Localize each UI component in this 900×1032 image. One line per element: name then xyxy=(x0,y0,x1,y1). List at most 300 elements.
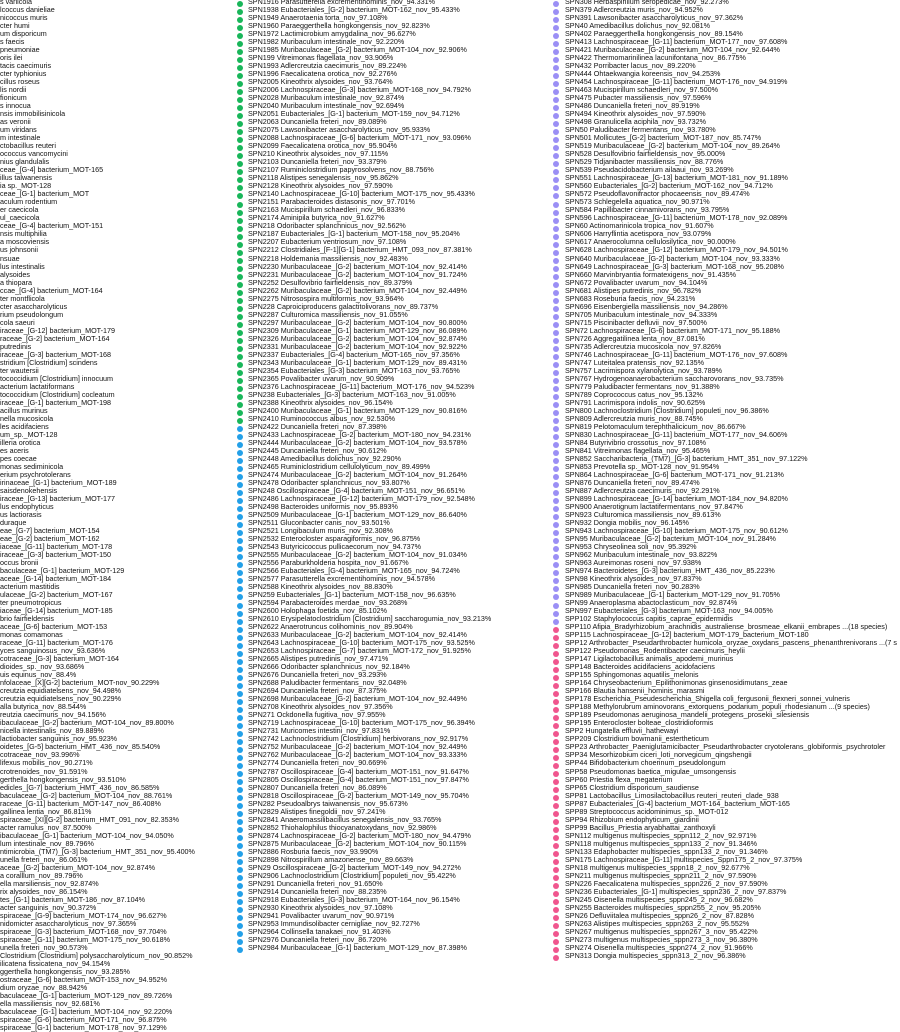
color-marker-dot xyxy=(553,747,559,753)
color-marker-dot xyxy=(553,723,559,729)
color-marker-dot xyxy=(553,474,559,480)
legend-entry-label: SPN2874 Lachnospiraceae_[G-2] bacterium_MOT-180_nov_94.479% xyxy=(248,830,471,840)
color-marker-dot xyxy=(553,33,559,39)
color-marker-dot xyxy=(237,378,243,384)
color-marker-dot xyxy=(553,25,559,31)
color-marker-dot xyxy=(553,923,559,929)
legend-entry-label: SPN2063 Duncaniella freteri_nov_89.089% xyxy=(248,117,387,127)
legend-entry-label: SPN672 Povalibacter uvarum_nov_94.104% xyxy=(565,277,708,287)
color-marker-dot xyxy=(237,226,243,232)
color-marker-dot xyxy=(553,899,559,905)
color-marker-dot xyxy=(553,274,559,280)
legend-entry-label: SPN2742 Lachnoclostridium [Clostridium] herbivorans_nov_92.917% xyxy=(248,734,469,744)
legend-entry-label: erium psychrotolerans xyxy=(0,469,71,479)
legend-entry-label: SPN2445 Duncaniella freteri_nov_90.612% xyxy=(248,445,387,455)
legend-entry-label: SPP115 Lachnospiraceae_[G-12] bacterium_MOT-179_bacterium_MOT-180 xyxy=(565,630,809,640)
legend-entry-label: SPN1916 Parasutterella excrementihominis_nov_94.331% xyxy=(248,0,435,6)
legend-entry-label: SPN2174 Aminipila butyrica_nov_91.627% xyxy=(248,213,385,223)
color-marker-dot xyxy=(237,426,243,432)
legend-entry-label: ul_caecicola xyxy=(0,213,40,223)
color-marker-dot xyxy=(553,603,559,609)
legend-entry-label: baculaceae_[G-1] bacterium_MOT-129_nov_89.726% xyxy=(0,990,173,1000)
legend-entry-label: SPN876 Duncaniella freteri_nov_89.474% xyxy=(565,477,700,487)
color-marker-dot xyxy=(237,627,243,633)
color-marker-dot xyxy=(237,490,243,496)
legend-entry-label: SPN2511 Gluconbacter canis_nov_93.501% xyxy=(248,518,390,528)
color-marker-dot xyxy=(237,49,243,55)
color-marker-dot xyxy=(553,466,559,472)
legend-entry-label: baculaceae_[G-1] bacterium_MOT-104_nov_92.220% xyxy=(0,1006,173,1016)
legend-entry-label: SPN747 Luteitalea pratensis_nov_92.135% xyxy=(565,357,705,367)
legend-entry-label: spiraceae_[G-11] bacterium_MOT-175_nov_90.618% xyxy=(0,934,171,944)
legend-entry-label: SPN2287 Culturomica massiliensis_nov_91.055% xyxy=(248,309,408,319)
legend-entry-label: SPN2698 Muribaculaceae_[G-2] bacterium_MOT-104_nov_92.449% xyxy=(248,694,467,704)
color-marker-dot xyxy=(553,779,559,785)
legend-entry-label: SPN696 Eisenbergiella massiliensis_nov_94.286% xyxy=(565,301,728,311)
color-marker-dot xyxy=(237,161,243,167)
legend-entry-label: SPN18 multigenus multispecies_sppn18_2_nov_92.677% xyxy=(565,862,750,872)
legend-entry-label: SPN291 Duncaniella freteri_nov_91.650% xyxy=(248,878,383,888)
legend-entry-label: lum intestinale_nov_89.796% xyxy=(0,838,94,848)
legend-entry-label: SPN2643 Lachnospiraceae_[G-10] bacterium_MOT-175_nov_93.525% xyxy=(248,638,475,648)
legend-entry-label: SPN379 Adlercreutzia muris_nov_94.952% xyxy=(565,5,703,15)
legend-entry-label: SPN2187 Eubacteriales_[G-1] bacterium_MOT-158_nov_95.204% xyxy=(248,229,460,239)
legend-entry-label: SPN830 Lachnospiraceae_[G-11] bacterium_MOT-177_nov_94.606% xyxy=(565,429,788,439)
right-label-list xyxy=(565,0,900,960)
left-label-column xyxy=(0,0,236,1032)
legend-entry-label: SPP110 Afipia_Bradyrhizobium_arachnidis_australiense_brosmeae_elkanii_embrapes ...(18 species) xyxy=(565,622,888,632)
legend-entry-label: SPN715 Piscinibacter defluvii_nov_97.500% xyxy=(565,317,707,327)
legend-entry-label: SPN2577 Parasutterella excrementihominis_nov_94.578% xyxy=(248,574,435,584)
legend-entry-label: SPN584 Papillibacter cinnamivorans_nov_93.795% xyxy=(565,205,730,215)
legend-entry-label: SPN2918 Eubacteriales_[G-3] bacterium_MOT-164_nov_96.154% xyxy=(248,894,460,904)
color-marker-dot xyxy=(553,570,559,576)
legend-entry-label: spiraceae_[G-3] bacterium_MOT-168_nov_97.704% xyxy=(0,926,167,936)
legend-entry-label: SPN2498 Bacteroides uniformis_nov_95.893% xyxy=(248,501,398,511)
legend-entry-label: nsis immobilisinicola xyxy=(0,109,66,119)
legend-entry-label: ccae_[G-4] bacterium_MOT-164 xyxy=(0,285,103,295)
legend-entry-label: SPN2275 Nitrosospira multiformis_nov_93.964% xyxy=(248,293,404,303)
color-marker-dot xyxy=(553,707,559,713)
legend-entry-label: SPN2343 Muribaculaceae_[G-1] bacterium_MOT-129_nov_89.431% xyxy=(248,357,467,367)
color-marker-dot xyxy=(553,177,559,183)
legend-entry-label: a thiopara xyxy=(0,277,32,287)
legend-entry-label: SPP81 Lactobacillus_Limosilactobacillus reuteri_reuteri_clade_938 xyxy=(565,790,779,800)
legend-entry-label: SPN1993 Adlercreutzia caecimuris_nov_89.224% xyxy=(248,61,407,71)
middle-label-list xyxy=(248,0,548,952)
legend-entry-label: SPN40 Amedibacillus dolichus_nov_92.081% xyxy=(565,21,711,31)
color-marker-dot xyxy=(237,33,243,39)
color-marker-dot xyxy=(553,907,559,913)
legend-entry-label: SPN2006 Lachnospiraceae_[G-3] bacterium_MOT-168_nov_94.792% xyxy=(248,85,471,95)
legend-entry-label: SPN985 Duncaniella freteri_nov_90.283% xyxy=(565,582,700,592)
color-marker-dot xyxy=(237,137,243,143)
legend-entry-label: SPN2594 Parabacteroides merdae_nov_93.268% xyxy=(248,598,408,608)
legend-entry-label: SPN211 multigenus multispecies_sppn211_2_nov_97.590% xyxy=(565,870,757,880)
legend-entry-label: SPN864 Lachnospiraceae_[G-6] bacterium_MOT-171_nov_91.213% xyxy=(565,469,784,479)
legend-entry-label: iaceae_[G-11] bacterium_MOT-178 xyxy=(0,542,113,552)
legend-entry-label: SPN2474 Muribaculaceae_[G-2] bacterium_MOT-104_nov_91.264% xyxy=(248,469,467,479)
color-marker-dot xyxy=(553,49,559,55)
color-marker-dot xyxy=(553,667,559,673)
color-marker-dot xyxy=(237,250,243,256)
legend-entry-label: SPP164 Chryseobacterium_Epilithonimonas ginsenosidimutans_zeae xyxy=(565,678,788,688)
color-marker-dot xyxy=(237,594,243,600)
legend-entry-label: spiraceae_[G-9] bacterium_MOT-174_nov_96.627% xyxy=(0,910,167,920)
legend-entry-label: nsuae xyxy=(0,253,20,263)
legend-entry-label: SPN767 Hydrogenoanaerobacterium saccharovorans_nov_93.735% xyxy=(565,373,784,383)
legend-entry-label: SPN2433 Lachnospiraceae_[G-2] bacterium_MOT-180_nov_94.231% xyxy=(248,429,471,439)
color-marker-dot xyxy=(237,234,243,240)
color-marker-dot xyxy=(553,258,559,264)
color-marker-dot xyxy=(553,226,559,232)
color-marker-dot xyxy=(237,819,243,825)
legend-entry-label: SPN573 Schlegelella aquatica_nov_90.971% xyxy=(565,197,710,207)
color-marker-dot xyxy=(237,474,243,480)
legend-entry-label: us johnsonii xyxy=(0,245,38,255)
color-marker-dot xyxy=(553,73,559,79)
legend-entry-label: SPN2331 Muribaculaceae_[G-2] bacterium_MOT-104_nov_92.922% xyxy=(248,341,467,351)
legend-entry-label: SPN2465 Ruminiclostridium cellulolyticum_nov_89.499% xyxy=(248,461,431,471)
color-marker-dot xyxy=(237,177,243,183)
legend-entry-label: SPN2752 Muribaculaceae_[G-2] bacterium_MOT-104_nov_92.449% xyxy=(248,742,467,752)
legend-entry-label: ter montflicola xyxy=(0,293,45,303)
color-marker-dot xyxy=(553,514,559,520)
color-marker-dot xyxy=(553,17,559,23)
color-marker-dot xyxy=(553,65,559,71)
legend-entry-label: ntimicrobia_(TM7)_[G-3] bacterium_HMT_351_nov_95.400% xyxy=(0,846,195,856)
legend-entry-label: SPN72 Lachnospiraceae_[G-6] bacterium_MOT-171_nov_95.188% xyxy=(565,325,780,335)
legend-entry-label: SPN99 Anaeroplasma abactoclasticum_nov_92.874% xyxy=(565,598,738,608)
legend-entry-label: aceae_[G-2] bacterium_MOT-104_nov_92.874% xyxy=(0,862,156,872)
legend-entry-label: SPN2354 Eubacteriales_[G-3] bacterium_MOT-163_nov_93.765% xyxy=(248,365,460,375)
legend-entry-label: raceae_[G-2] bacterium_MOT-164 xyxy=(0,333,110,343)
color-marker-dot xyxy=(553,121,559,127)
color-marker-dot xyxy=(237,707,243,713)
color-marker-dot xyxy=(237,330,243,336)
legend-entry-label: SPN2708 Kineothrix alysoides_nov_97.356% xyxy=(248,702,393,712)
color-marker-dot xyxy=(237,210,243,216)
legend-entry-label: tococcidium [Clostridium] innocuum xyxy=(0,373,114,383)
legend-entry-label: ibaculaceae_[G-2] bacterium_MOT-104_nov_89.800% xyxy=(0,718,174,728)
color-marker-dot xyxy=(553,835,559,841)
color-marker-dot xyxy=(237,9,243,15)
legend-entry-label: SPN2103 Duncaniella freteri_nov_93.379% xyxy=(248,157,387,167)
legend-entry-label: SPN2852 Thiohalophilus thiocyanatoxydans_nov_92.986% xyxy=(248,822,437,832)
legend-entry-label: SPP23 Arthrobacter_Paeniglutamicibacter_Pseudarthrobacter cryotolerans_globiformis_psychrotoler xyxy=(565,742,886,752)
color-marker-dot xyxy=(553,627,559,633)
legend-entry-label: SPN274 Oisenella multispecies_sppn274_2_nov_91.966% xyxy=(565,942,753,952)
color-marker-dot xyxy=(237,314,243,320)
legend-entry-label: SPN2309 Muribaculaceae_[G-1] bacterium_MOT-129_nov_86.089% xyxy=(248,325,467,335)
color-marker-dot xyxy=(553,105,559,111)
legend-entry-label: baculaceae_[G-1] bacterium_MOT-129 xyxy=(0,566,125,576)
legend-entry-label: SPN2107 Ruminiclostridium papyrosolvens_nov_88.756% xyxy=(248,165,434,175)
color-marker-dot xyxy=(553,859,559,865)
color-marker-dot xyxy=(553,386,559,392)
color-marker-dot xyxy=(553,137,559,143)
color-marker-dot xyxy=(237,1,243,7)
legend-entry-label: fionicum xyxy=(0,93,27,103)
legend-entry-label: SPN989 Muribaculaceae_[G-1] bacterium_MOT-129_nov_91.705% xyxy=(565,590,780,600)
legend-entry-label: SPN98 Kineothrix alysoides_nov_97.837% xyxy=(565,574,702,584)
color-marker-dot xyxy=(553,771,559,777)
color-marker-dot xyxy=(237,739,243,745)
legend-entry-label: SPN791 Lacrimispora indolis_nov_90.625% xyxy=(565,397,706,407)
legend-entry-label: duraque xyxy=(0,518,27,528)
legend-entry-label: SPN95 Muribaculaceae_[G-2] bacterium_MOT-104_nov_91.284% xyxy=(565,534,776,544)
color-marker-dot xyxy=(553,298,559,304)
color-marker-dot xyxy=(553,883,559,889)
legend-entry-label: acillus murinus xyxy=(0,405,48,415)
legend-entry-label: SPN997 Eubacteriales_[G-3] bacterium_MOT-163_nov_94.005% xyxy=(565,606,773,616)
legend-entry-label: m intestinale xyxy=(0,133,41,143)
legend-entry-label: SPN2886 Rosburia faecis_nov_93.990% xyxy=(248,846,379,856)
color-marker-dot xyxy=(237,667,243,673)
legend-entry-label: SPN175 Lachnospiraceae_[G-11] multispecies_Sppn175_2_nov_97.375% xyxy=(565,854,803,864)
legend-entry-label: SPP122 Pseudomonas_Rodentibacter caecimuris_heylii xyxy=(565,646,745,656)
legend-entry-label: us lactiorasis xyxy=(0,510,42,519)
color-marker-dot xyxy=(237,514,243,520)
color-marker-dot xyxy=(237,891,243,897)
legend-entry-label: SPP94 Rhizobium endophyticum_giardinii xyxy=(565,814,699,824)
color-marker-dot xyxy=(553,915,559,921)
color-marker-dot xyxy=(237,546,243,552)
color-marker-dot xyxy=(237,25,243,31)
legend-entry-label: irinaceae_[G-1] bacterium_MOT-189 xyxy=(0,477,117,487)
legend-entry-label: SPN2388 Kineothrix alysoides_nov_96.154% xyxy=(248,397,393,407)
legend-entry-label: raceae_[G-11] bacterium_MOT-176 xyxy=(0,638,113,648)
color-marker-dot xyxy=(237,402,243,408)
legend-entry-label: SPN1949 Anaerotaenia torta_nov_97.108% xyxy=(248,13,388,23)
legend-entry-label: SPN1938 Eubacteriales_[G-2] bacterium_MOT-162_nov_95.433% xyxy=(248,5,460,15)
legend-entry-label: SPP89 Streptococcus acidominimus_sp._MOT-012 xyxy=(565,806,729,816)
legend-entry-label: SPN29 Oscillospiraceae_[G-2] bacterium_MOT-149_nov_94.272% xyxy=(248,862,461,872)
legend-entry-label: gerthella hongkongensis_nov_93.510% xyxy=(0,774,126,784)
legend-entry-label: SPN238 Eubacteriales_[G-3] bacterium_MOT-163_nov_91.005% xyxy=(248,389,456,399)
legend-entry-label: um disporicum xyxy=(0,29,47,39)
color-marker-dot xyxy=(553,715,559,721)
legend-entry-label: SPP209 Clostridium bowmanii_estertheticum xyxy=(565,734,709,744)
legend-entry-label: aculum rodentium xyxy=(0,197,58,207)
legend-entry-label: SPN819 Pelotomaculum terephthalicicum_nov_86.667% xyxy=(565,421,746,431)
legend-entry-label: SPN551 Lachnospiraceae_[G-13] bacterium_MOT-181_nov_91.189% xyxy=(565,173,788,183)
legend-entry-label: es aceris xyxy=(0,445,29,455)
color-marker-dot xyxy=(237,105,243,111)
color-marker-dot xyxy=(237,635,243,641)
legend-entry-label: oris ilei xyxy=(0,53,23,63)
legend-entry-label: SPN2376 Lachnospiraceae_[G-11] bacterium_MOT-176_nov_94.523% xyxy=(248,381,475,391)
legend-entry-label: SPP2 Hungatella effluvii_hathewayi xyxy=(565,726,679,736)
color-marker-dot xyxy=(237,145,243,151)
legend-entry-label: brio fairfieldensis xyxy=(0,614,54,624)
legend-entry-label: lifexus mobilis_nov_90.271% xyxy=(0,758,93,768)
legend-entry-label: SPN2509 Muribaculaceae_[G-1] bacterium_MOT-129_nov_86.640% xyxy=(248,510,467,519)
color-marker-dot xyxy=(553,153,559,159)
legend-entry-label: SPN2478 Odoribacter splanchnicus_nov_93.807% xyxy=(248,477,410,487)
color-marker-dot xyxy=(237,843,243,849)
legend-entry-label: SPN2898 Nitrospirillum amazonense_nov_89.663% xyxy=(248,854,414,864)
legend-entry-label: SPN50 Paludibacter fermentans_nov_93.780% xyxy=(565,125,716,135)
color-marker-dot xyxy=(553,169,559,175)
legend-entry-label: eae_[G-7] bacterium_MOT-154 xyxy=(0,526,100,536)
legend-entry-label: SPN852 Saccharibacteria_(TM7)_[G-3] bacterium_HMT_351_nov_97.122% xyxy=(565,453,808,463)
legend-entry-label: SPN2555 Muribaculaceae_[G-2] bacterium_MOT-104_nov_91.034% xyxy=(248,550,467,560)
legend-entry-label: rium pseudolongum xyxy=(0,309,64,319)
legend-entry-label: SPN1982 Muribaculum intestinale_nov_92.220% xyxy=(248,37,405,47)
legend-entry-label: aceae_[G-6] bacterium_MOT-153 xyxy=(0,622,108,632)
legend-entry-label: cotraceae_[G-3] bacterium_MOT-164 xyxy=(0,654,120,664)
legend-entry-label: cter asaccharolyticus xyxy=(0,301,68,311)
legend-entry-label: SPN2688 Paludibacter fermentans_nov_92.048% xyxy=(248,678,407,688)
color-marker-dot xyxy=(237,923,243,929)
color-marker-dot xyxy=(237,851,243,857)
color-marker-dot xyxy=(237,434,243,440)
legend-entry-label: SPN486 Duncaniella freteri_nov_89.919% xyxy=(565,101,700,111)
legend-entry-label: ia sp._MOT-128 xyxy=(0,181,52,191)
legend-entry-label: SPN963 Aureimonas roseni_nov_97.938% xyxy=(565,558,702,568)
color-marker-dot xyxy=(237,258,243,264)
legend-entry-label: SPN444 Ohtaekwangia koreensis_nov_94.253% xyxy=(565,69,721,79)
legend-entry-label: as veronii xyxy=(0,117,31,127)
legend-entry-label: SPN267 multigenus multispecies_sppn267_3_nov_95.422% xyxy=(565,926,758,936)
legend-entry-label: SPN2400 Muribaculaceae_[G-1] bacterium_MOT-129_nov_90.816% xyxy=(248,405,467,415)
legend-entry-label: SPN391 Lawsonibacter asaccharolyticus_nov_97.362% xyxy=(565,13,744,23)
color-marker-dot xyxy=(553,250,559,256)
color-marker-dot xyxy=(237,755,243,761)
legend-entry-label: ibaculaceae_[G-1] bacterium_MOT-104_nov_94.050% xyxy=(0,830,174,840)
legend-entry-label: SPN2666 Odoribacter splanchnicus_nov_92.184% xyxy=(248,662,410,672)
color-marker-dot xyxy=(237,827,243,833)
legend-entry-label: SPN1972 Lactimicrobium amygdalina_nov_96.627% xyxy=(248,29,416,39)
legend-entry-label: SPN2212 Clostridiales_[F-1][G-1] bacterium_HMT_093_nov_87.381% xyxy=(248,245,472,255)
legend-entry-label: SPN683 Roseburia faecis_nov_94.231% xyxy=(565,293,696,303)
legend-entry-label: SPN746 Lachnospiraceae_[G-11] bacterium_MOT-176_nov_97.608% xyxy=(565,349,788,359)
legend-entry-label: SPN2787 Oscillospiraceae_[G-4] bacterium_MOT-151_nov_91.647% xyxy=(248,766,469,776)
legend-entry-label: creutzia equidiatelsens_nov_90.229% xyxy=(0,694,122,704)
color-marker-dot xyxy=(553,41,559,47)
legend-entry-label: SPN226 Faecalicatena multispecies_sppn226_2_nov_97.590% xyxy=(565,878,768,888)
color-marker-dot xyxy=(553,611,559,617)
legend-entry-label: pneumoniae xyxy=(0,45,40,55)
color-marker-dot xyxy=(553,202,559,208)
legend-entry-label: nicella intestinalis_nov_89.889% xyxy=(0,726,104,736)
legend-entry-label: SPN974 Bacteroidetes_[G-3] bacterium_HMT_436_nov_85.223% xyxy=(565,566,775,576)
legend-entry-label: ococcus vancomycini xyxy=(0,149,68,159)
color-marker-dot xyxy=(237,867,243,873)
color-marker-dot xyxy=(237,907,243,913)
legend-entry-label: SPN210 Kineothrix alysoides_nov_97.115% xyxy=(248,149,389,159)
legend-entry-label: SPP147 Ligilactobacillus animalis_apodemi_murinus xyxy=(565,654,734,664)
color-marker-dot xyxy=(237,338,243,344)
legend-entry-label: SPN2486 Lachnospiraceae_[G-12] bacterium_MOT-179_nov_92.548% xyxy=(248,493,475,503)
legend-entry-label: SPN900 Anaerotignum lactatifermentans_nov_97.847% xyxy=(565,501,743,511)
legend-entry-label: pes coecae xyxy=(0,453,37,463)
color-marker-dot xyxy=(553,739,559,745)
legend-entry-label: SPN1996 Faecalicatena orotica_nov_92.276% xyxy=(248,69,398,79)
legend-entry-label: SPN757 Lacrimispora xylanolytica_nov_93.789% xyxy=(565,365,723,375)
color-marker-dot xyxy=(237,282,243,288)
legend-entry-label: SPN2953 Immundisolibacter cernigliae_nov_92.727% xyxy=(248,918,420,928)
color-marker-dot xyxy=(553,161,559,167)
legend-entry-label: SPN432 Porribacter lacus_nov_89.220% xyxy=(565,61,696,71)
color-marker-dot xyxy=(237,723,243,729)
legend-entry-label: SPN2731 Muricomes intestini_nov_97.831% xyxy=(248,726,391,736)
color-marker-dot xyxy=(553,594,559,600)
legend-entry-label: SPN2676 Duncaniella freteri_nov_93.293% xyxy=(248,670,387,680)
legend-entry-label: acter sanguinis_nov_90.372% xyxy=(0,902,97,912)
legend-entry-label: SPN282 Pseudoalbrys taiwanensis_nov_95.673% xyxy=(248,798,408,808)
color-marker-dot xyxy=(237,121,243,127)
legend-entry-label: iraceae_[G-3] bacterium_MOT-150 xyxy=(0,550,112,560)
color-marker-dot xyxy=(553,803,559,809)
color-marker-dot xyxy=(553,378,559,384)
color-marker-dot xyxy=(553,458,559,464)
color-marker-dot xyxy=(553,490,559,496)
color-marker-dot xyxy=(237,651,243,657)
color-marker-dot xyxy=(553,675,559,681)
color-marker-dot xyxy=(237,354,243,360)
color-marker-dot xyxy=(553,9,559,15)
color-marker-dot xyxy=(553,346,559,352)
color-marker-dot xyxy=(553,306,559,312)
middle-color-markers xyxy=(237,0,245,900)
legend-entry-label: SPN422 Thermomarinilinea lacunifontana_nov_86.775% xyxy=(565,53,746,63)
legend-entry-label: monas sediminicola xyxy=(0,461,64,471)
legend-entry-label: SPN1985 Muribaculaceae_[G-2] bacterium_MOT-104_nov_92.906% xyxy=(248,45,467,55)
color-marker-dot xyxy=(553,755,559,761)
color-marker-dot xyxy=(553,113,559,119)
legend-entry-label: ella massiliensis_nov_92.681% xyxy=(0,998,100,1008)
legend-entry-label: SPN259 Eubacteriales_[G-1] bacterium_MOT-158_nov_96.635% xyxy=(248,590,456,600)
legend-entry-label: ostraceae_[G-6] bacterium_MOT-153_nov_94.952% xyxy=(0,974,168,984)
color-marker-dot xyxy=(553,330,559,336)
legend-entry-label: SPN2875 Muribaculaceae_[G-2] bacterium_MOT-104_nov_90.115% xyxy=(248,838,467,848)
color-marker-dot xyxy=(237,538,243,544)
legend-entry-label: acterium mastitidis xyxy=(0,582,60,592)
color-marker-dot xyxy=(237,153,243,159)
color-marker-dot xyxy=(553,218,559,224)
color-marker-dot xyxy=(237,522,243,528)
color-marker-dot xyxy=(237,89,243,95)
legend-entry-label: lactiobacter sanguinis_nov_95.923% xyxy=(0,734,118,744)
legend-entry-label: unella freteri_nov_90.573% xyxy=(0,942,88,952)
color-marker-dot xyxy=(237,586,243,592)
legend-entry-label: SPN2521 Longibaculum muris_nov_92.308% xyxy=(248,526,394,536)
legend-entry-label: SPN2941 Povalibacter uvarum_nov_90.971% xyxy=(248,910,395,920)
legend-entry-label: SPN475 Pubacter massiliensis_nov_97.596% xyxy=(565,93,712,103)
legend-entry-label: SPN2028 Muribaculum intestinale_nov_92.874% xyxy=(248,93,405,103)
legend-entry-label: SPN2807 Duncaniella freteri_nov_86.089% xyxy=(248,782,387,792)
color-marker-dot xyxy=(237,699,243,705)
legend-entry-label: SPN2930 Kineothrix alysoides_nov_97.108% xyxy=(248,902,393,912)
legend-entry-label: SPN640 Muribaculaceae_[G-2] bacterium_MOT-104_nov_93.333% xyxy=(565,253,780,263)
legend-entry-label: ctobacillus reuteri xyxy=(0,141,56,151)
legend-entry-label: SPN2252 Desulfovibrio fairfieldensis_nov_89.379% xyxy=(248,277,413,287)
legend-entry-label: lus intestinalis xyxy=(0,261,45,271)
color-marker-dot xyxy=(553,683,559,689)
legend-entry-label: cter typhionius xyxy=(0,69,47,79)
legend-entry-label: tacis caecimuris xyxy=(0,61,52,71)
legend-entry-label: SPN228 Caproiciproducens galactitolivorans_nov_89.737% xyxy=(248,301,439,311)
legend-entry-label: baculaceae_[G-2] bacterium_MOT-104_nov_88.761% xyxy=(0,790,173,800)
legend-entry-label: SPN133 Edaphobacter multispecies_sppn133_2_nov_91.346% xyxy=(565,846,768,856)
legend-entry-label: ceae_[G-4] bacterium_MOT-151 xyxy=(0,221,104,231)
legend-entry-label: SPP12 Arthrobacter_Pseudarthrobacter humicola_oryzae_oxydans_pascens_phenanthrenivorans ...(7 s xyxy=(565,638,898,648)
color-marker-dot xyxy=(553,193,559,199)
legend-entry-label: SPN2829 Alistipes finegoldii_nov_97.241% xyxy=(248,806,386,816)
legend-entry-label: lus endophyticus xyxy=(0,501,54,511)
